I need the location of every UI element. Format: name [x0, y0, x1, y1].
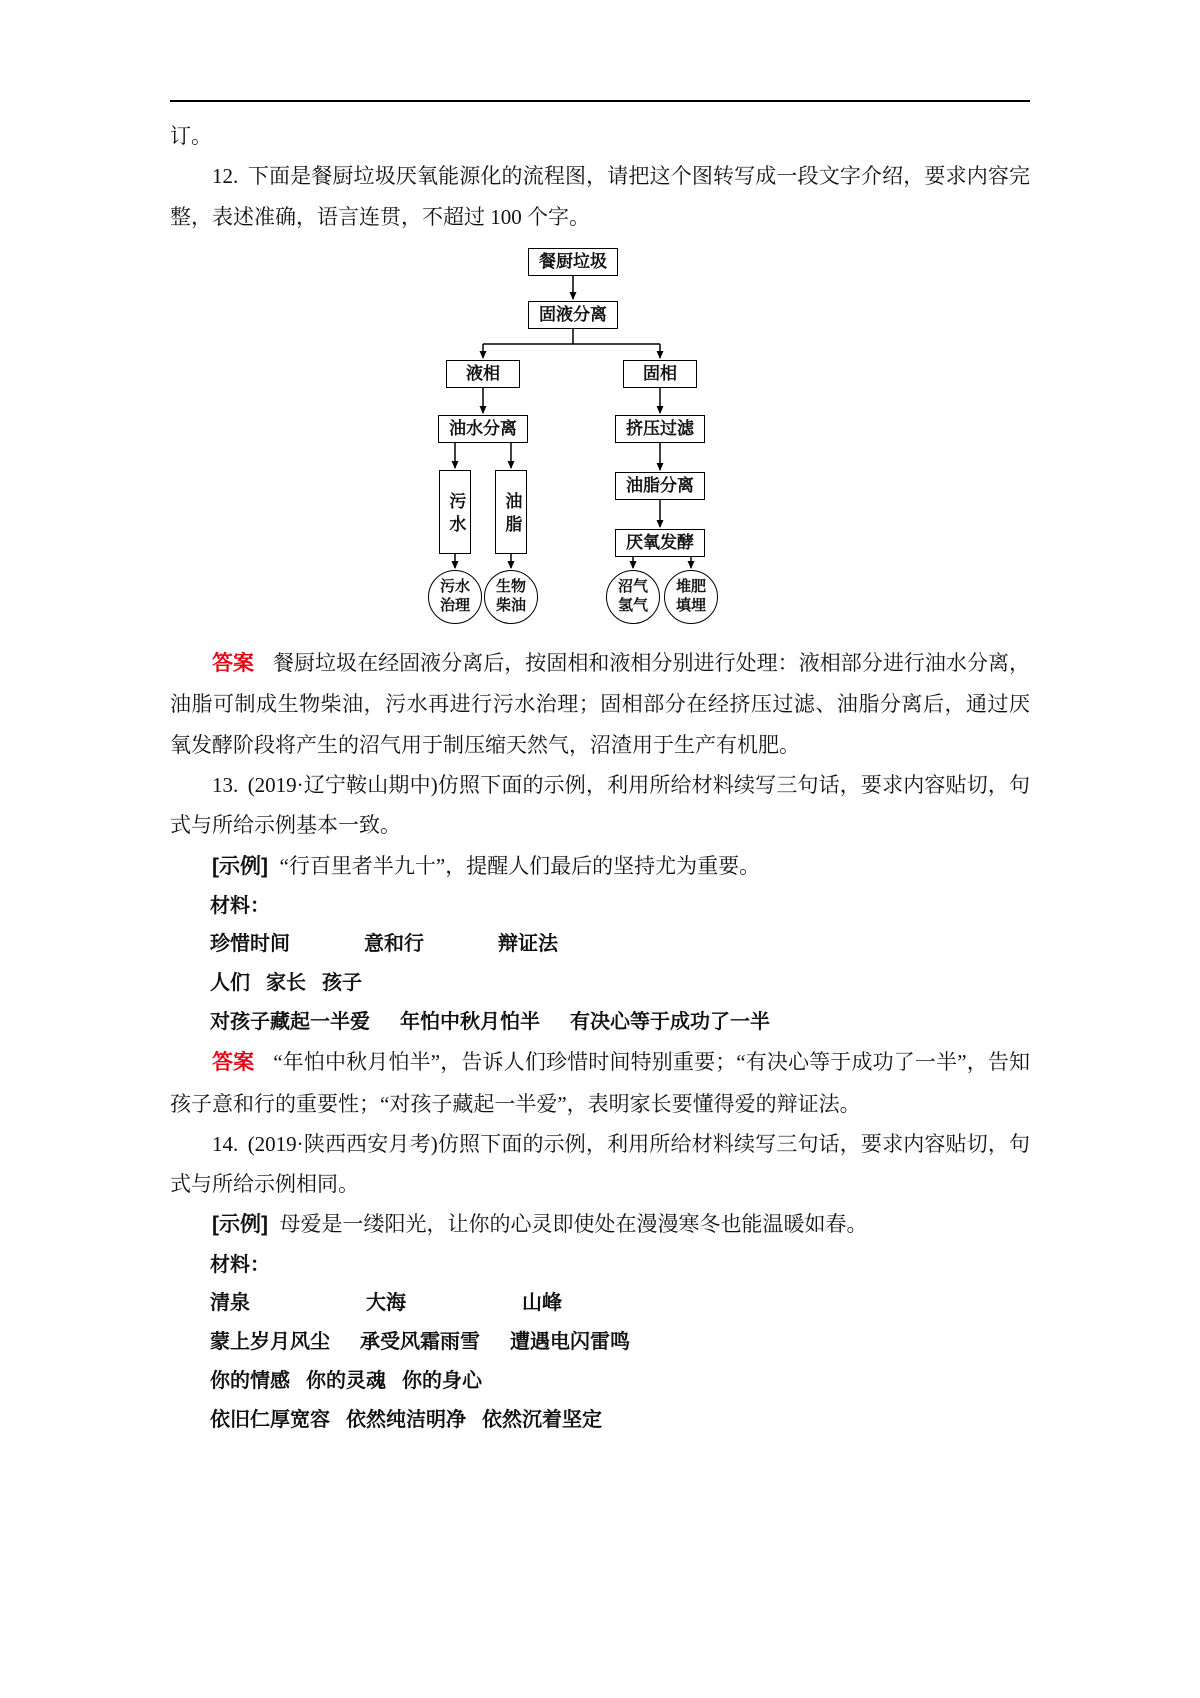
flow-node-sewage — [439, 470, 471, 554]
material-item: 家长 — [266, 972, 306, 995]
question-13-number: 13. — [212, 772, 239, 797]
material-item: 山峰 — [522, 1292, 562, 1315]
question-12-stem — [170, 156, 1030, 237]
question-14-example — [170, 1204, 1030, 1245]
flow-node-kitchen-waste — [528, 248, 618, 276]
flow-node-label: 油脂 — [502, 491, 522, 538]
material-item: 年怕中秋月怕半 — [400, 1011, 540, 1034]
material-item: 依旧仁厚宽容 — [210, 1409, 330, 1432]
flow-node-label: 油脂分离 — [626, 475, 694, 495]
question-12-number: 12. — [212, 164, 239, 189]
material-item: 大海 — [366, 1292, 406, 1315]
answer-13 — [170, 1042, 1030, 1124]
flow-node-biogas-hydrogen — [606, 570, 660, 624]
flow-node-label: 污水治理 — [439, 579, 470, 614]
flow-node-label: 餐厨垃圾 — [539, 251, 607, 271]
material-item: 珍惜时间 — [210, 933, 290, 956]
flow-node-oil-water-separation — [438, 415, 528, 443]
flow-node-label: 堆肥填埋 — [675, 579, 706, 614]
question-14-number: 14. — [212, 1131, 239, 1156]
material-item: 你的身心 — [402, 1370, 482, 1393]
question-13-example-label: [示例] — [212, 854, 268, 878]
materials-row — [170, 1003, 1030, 1042]
flow-node-label: 生物柴油 — [495, 579, 526, 614]
flow-node-label: 液相 — [466, 363, 500, 383]
answer-12 — [170, 643, 1030, 765]
material-item: 清泉 — [210, 1292, 250, 1315]
material-item: 依然纯洁明净 — [346, 1409, 466, 1432]
flow-node-biodiesel — [484, 570, 538, 624]
answer-13-text: “年怕中秋月怕半”，告诉人们珍惜时间特别重要；“有决心等于成功了一半”，告知孩子意和行的重要性；“对孩子藏起一半爱”，表明家长要懂得爱的辩证法。 — [170, 1050, 1031, 1116]
question-14-example-text: 母爱是一缕阳光，让你的心灵即使处在漫漫寒冬也能温暖如春。 — [279, 1212, 868, 1237]
material-item: 遭遇电闪雷鸣 — [510, 1331, 630, 1354]
flow-node-label: 厌氧发酵 — [626, 532, 694, 552]
material-item: 辩证法 — [498, 933, 558, 956]
answer-12-text: 餐厨垃圾在经固液分离后，按固相和液相分别进行处理：液相部分进行油水分离，油脂可制成生物柴油，污水再进行污水治理；固相部分在经挤压过滤、油脂分离后，通过厌氧发酵阶段将产生的沼气用于制压缩天然气，沼渣用于生产有机肥。 — [170, 650, 1030, 757]
question-13-materials-label: 材料： — [210, 894, 270, 917]
flow-node-sewage-treatment — [428, 570, 482, 624]
question-13-text: 仿照下面的示例，利用所给材料续写三句话，要求内容贴切，句式与所给示例基本一致。 — [170, 772, 1030, 838]
question-14-stem — [170, 1124, 1030, 1205]
material-item: 意和行 — [364, 933, 424, 956]
question-12-text: 下面是餐厨垃圾厌氧能源化的流程图，请把这个图转写成一段文字介绍，要求内容完整，表述准确，语言连贯，不超过 100 个字。 — [170, 164, 1030, 229]
material-item: 你的情感 — [210, 1370, 290, 1393]
flowchart-kitchen-waste — [170, 247, 1030, 639]
material-item: 你的灵魂 — [306, 1370, 386, 1393]
header-rule — [170, 100, 1030, 102]
question-14-example-label: [示例] — [212, 1213, 268, 1237]
question-14-materials-label: 材料： — [210, 1253, 270, 1276]
flow-node-press-filtration — [615, 415, 705, 443]
flow-node-solid-phase — [623, 360, 697, 388]
material-item: 依然沉着坚定 — [482, 1409, 602, 1432]
material-item: 承受风霜雨雪 — [360, 1331, 480, 1354]
question-13-example-text: “行百里者半九十”，提醒人们最后的坚持尤为重要。 — [279, 853, 761, 878]
materials-row — [170, 1362, 1030, 1401]
material-item: 对孩子藏起一半爱 — [210, 1011, 370, 1034]
flow-node-solid-liquid-separation — [528, 301, 618, 329]
question-13-stem — [170, 765, 1030, 846]
materials-row — [170, 964, 1030, 1003]
flow-node-grease-separation — [615, 472, 705, 500]
material-item: 蒙上岁月风尘 — [210, 1331, 330, 1354]
flow-node-label: 污水 — [446, 491, 466, 538]
question-13-source: (2019·辽宁鞍山期中) — [247, 772, 438, 797]
flow-node-liquid-phase — [446, 360, 520, 388]
materials-row — [170, 1284, 1030, 1323]
page-content — [170, 116, 1030, 1440]
materials-row — [170, 1323, 1030, 1362]
answer-12-label: 答案 — [212, 651, 255, 675]
question-14-text: 仿照下面的示例，利用所给材料续写三句话，要求内容贴切，句式与所给示例相同。 — [170, 1131, 1030, 1197]
continuation-text: 订。 — [170, 124, 212, 148]
material-item: 人们 — [210, 972, 250, 995]
flow-node-label: 沼气氢气 — [617, 579, 648, 614]
materials-row — [170, 1401, 1030, 1440]
flow-node-label: 固液分离 — [539, 304, 607, 324]
answer-13-label: 答案 — [212, 1051, 255, 1075]
question-13-example — [170, 846, 1030, 887]
materials-row — [170, 925, 1030, 964]
flow-node-label: 油水分离 — [449, 418, 517, 438]
flow-node-anaerobic-fermentation — [615, 529, 705, 557]
material-item: 有决心等于成功了一半 — [570, 1011, 770, 1034]
flow-node-grease — [495, 470, 527, 554]
flow-node-label: 固相 — [643, 363, 677, 383]
material-item: 孩子 — [322, 972, 362, 995]
flow-node-label: 挤压过滤 — [626, 418, 694, 438]
flow-node-compost-landfill — [664, 570, 718, 624]
question-14-source: (2019·陕西西安月考) — [247, 1131, 438, 1156]
